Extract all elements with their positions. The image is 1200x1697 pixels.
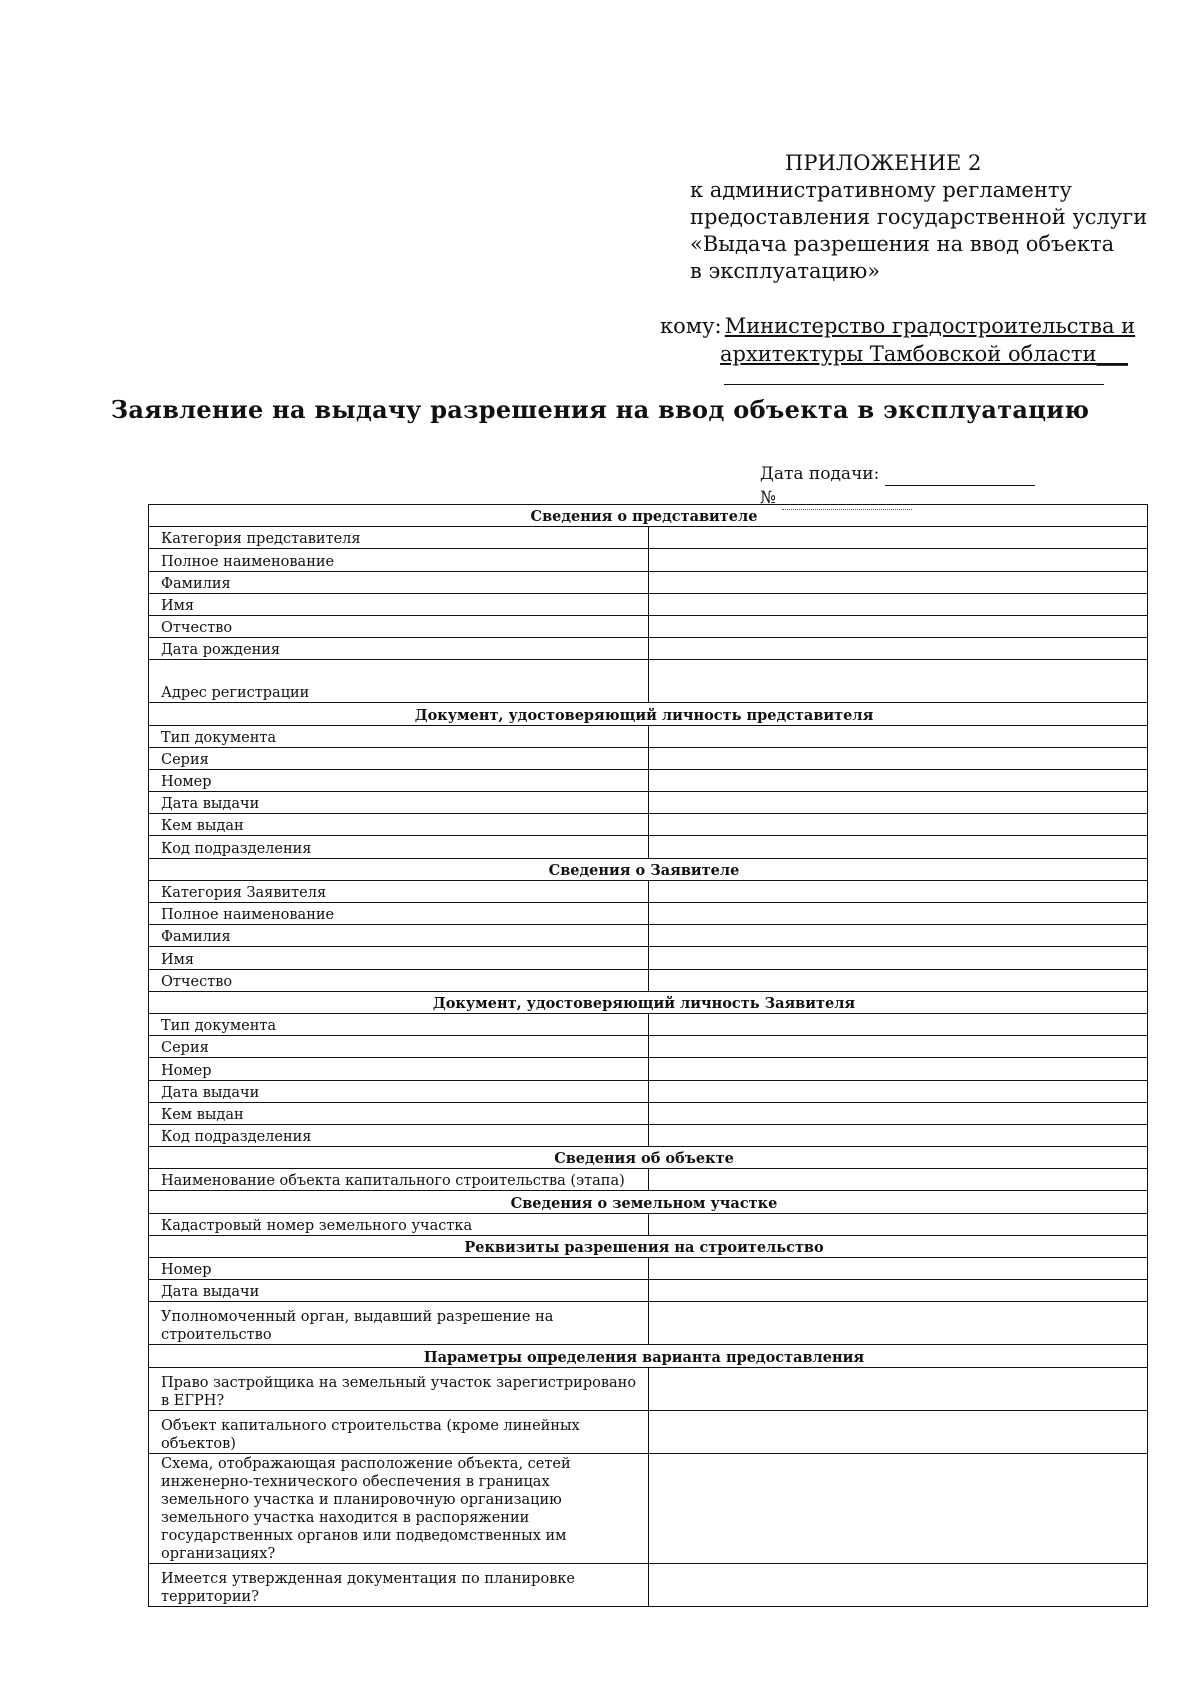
form-row xyxy=(149,660,1148,703)
form-row xyxy=(149,1302,1148,1345)
field-value[interactable] xyxy=(648,1124,1148,1146)
submission-date-field[interactable] xyxy=(885,467,1035,486)
field-label: Категория Заявителя xyxy=(149,880,649,902)
field-value[interactable] xyxy=(648,880,1148,902)
section-title: Сведения об объекте xyxy=(149,1147,1148,1169)
form-row xyxy=(149,1058,1148,1080)
section-title: Сведения о представителе xyxy=(149,505,1148,527)
field-value[interactable] xyxy=(648,1213,1148,1235)
field-label: Код подразделения xyxy=(149,836,649,858)
form-row xyxy=(149,947,1148,969)
appendix-line: предоставления государственной услуги xyxy=(690,205,1148,229)
form-row xyxy=(149,549,1148,571)
form-row xyxy=(149,925,1148,947)
field-label: Номер xyxy=(149,769,649,791)
field-value[interactable] xyxy=(648,769,1148,791)
field-value[interactable] xyxy=(648,814,1148,836)
field-value[interactable] xyxy=(648,1258,1148,1280)
field-label: Фамилия xyxy=(149,571,649,593)
field-value[interactable] xyxy=(648,638,1148,660)
form-row xyxy=(149,1080,1148,1102)
field-label: Кадастровый номер земельного участка xyxy=(149,1213,649,1235)
form-row xyxy=(149,1410,1148,1453)
field-label: Полное наименование xyxy=(149,549,649,571)
field-value[interactable] xyxy=(648,1563,1148,1606)
field-label: Дата выдачи xyxy=(149,1080,649,1102)
form-row xyxy=(149,725,1148,747)
field-label: Серия xyxy=(149,747,649,769)
field-value[interactable] xyxy=(648,1410,1148,1453)
form-row xyxy=(149,1367,1148,1410)
appendix-title: ПРИЛОЖЕНИЕ 2 xyxy=(785,151,982,175)
section-title: Документ, удостоверяющий личность представителя xyxy=(149,703,1148,725)
field-value[interactable] xyxy=(648,1169,1148,1191)
section-header-row xyxy=(149,703,1148,725)
form-row xyxy=(149,1280,1148,1302)
field-value[interactable] xyxy=(648,1036,1148,1058)
section-header-row xyxy=(149,1147,1148,1169)
recipient-line-1: Министерство градостроительства и xyxy=(724,314,1136,338)
field-label: Полное наименование xyxy=(149,903,649,925)
section-header-row xyxy=(149,858,1148,880)
field-value[interactable] xyxy=(648,725,1148,747)
field-label: Номер xyxy=(149,1058,649,1080)
form-row xyxy=(149,769,1148,791)
section-title: Реквизиты разрешения на строительство xyxy=(149,1235,1148,1257)
field-label: Код подразделения xyxy=(149,1124,649,1146)
form-row xyxy=(149,1013,1148,1035)
field-value[interactable] xyxy=(648,1013,1148,1035)
field-label: Право застройщика на земельный участок зарегистрировано в ЕГРН? xyxy=(149,1367,649,1410)
field-label: Уполномоченный орган, выдавший разрешение на строительство xyxy=(149,1302,649,1345)
form-row xyxy=(149,527,1148,549)
field-value[interactable] xyxy=(648,947,1148,969)
form-row xyxy=(149,880,1148,902)
field-label: Кем выдан xyxy=(149,814,649,836)
section-header-row xyxy=(149,1235,1148,1257)
form-row xyxy=(149,1124,1148,1146)
form-row xyxy=(149,814,1148,836)
field-value[interactable] xyxy=(648,925,1148,947)
field-value[interactable] xyxy=(648,1280,1148,1302)
field-value[interactable] xyxy=(648,836,1148,858)
recipient-block: кому: Министерство градостроительства и архитектуры Тамбовской области___ xyxy=(660,312,1140,368)
field-value[interactable] xyxy=(648,1080,1148,1102)
recipient-label: кому: xyxy=(660,314,722,338)
section-header-row xyxy=(149,505,1148,527)
field-label: Категория представителя xyxy=(149,527,649,549)
field-label: Имя xyxy=(149,593,649,615)
form-row xyxy=(149,747,1148,769)
appendix-line: «Выдача разрешения на ввод объекта xyxy=(690,232,1115,256)
field-label: Отчество xyxy=(149,615,649,637)
field-value[interactable] xyxy=(648,1102,1148,1124)
field-value[interactable] xyxy=(648,1058,1148,1080)
form-row xyxy=(149,792,1148,814)
field-label: Дата выдачи xyxy=(149,792,649,814)
field-value[interactable] xyxy=(648,549,1148,571)
field-value[interactable] xyxy=(648,571,1148,593)
section-title: Документ, удостоверяющий личность Заявителя xyxy=(149,991,1148,1013)
section-header-row xyxy=(149,1191,1148,1213)
recipient-blank-line xyxy=(724,384,1104,385)
form-row xyxy=(149,1213,1148,1235)
field-value[interactable] xyxy=(648,969,1148,991)
field-value[interactable] xyxy=(648,792,1148,814)
field-label: Объект капитального строительства (кроме линейных объектов) xyxy=(149,1410,649,1453)
form-row xyxy=(149,1102,1148,1124)
submission-block xyxy=(760,462,1035,510)
appendix-header xyxy=(690,150,1170,285)
section-header-row xyxy=(149,1345,1148,1367)
field-value[interactable] xyxy=(648,747,1148,769)
form-row xyxy=(149,836,1148,858)
appendix-line: в эксплуатацию» xyxy=(690,259,881,283)
field-value[interactable] xyxy=(648,615,1148,637)
field-value[interactable] xyxy=(648,593,1148,615)
field-value[interactable] xyxy=(648,660,1148,703)
form-row xyxy=(149,1036,1148,1058)
section-title: Параметры определения варианта предоставления xyxy=(149,1345,1148,1367)
field-label: Схема, отображающая расположение объекта, сетей инженерно-технического обеспечения в границах земельного участка и планировочную организацию земельного участка находится в распоряжении государственных органов или подведомственных им организациях? xyxy=(149,1453,649,1563)
form-row xyxy=(149,638,1148,660)
field-value[interactable] xyxy=(648,1453,1148,1563)
field-label: Фамилия xyxy=(149,925,649,947)
form-title: Заявление на выдачу разрешения на ввод объекта в эксплуатацию xyxy=(110,395,1090,424)
submission-date-label: Дата подачи: xyxy=(760,464,880,484)
field-value[interactable] xyxy=(648,903,1148,925)
section-title: Сведения о земельном участке xyxy=(149,1191,1148,1213)
section-header-row xyxy=(149,991,1148,1013)
form-row xyxy=(149,593,1148,615)
recipient-line-2: архитектуры Тамбовской области xyxy=(720,342,1097,366)
field-value[interactable] xyxy=(648,1302,1148,1345)
field-value[interactable] xyxy=(648,1367,1148,1410)
form-row xyxy=(149,615,1148,637)
field-value[interactable] xyxy=(648,527,1148,549)
form-row xyxy=(149,1258,1148,1280)
form-row xyxy=(149,1169,1148,1191)
form-row xyxy=(149,1453,1148,1563)
field-label: Кем выдан xyxy=(149,1102,649,1124)
field-label: Отчество xyxy=(149,969,649,991)
submission-number-label: № xyxy=(760,488,777,508)
field-label: Дата выдачи xyxy=(149,1280,649,1302)
field-label: Имя xyxy=(149,947,649,969)
field-label: Дата рождения xyxy=(149,638,649,660)
field-label: Тип документа xyxy=(149,1013,649,1035)
section-title: Сведения о Заявителе xyxy=(149,858,1148,880)
field-label: Серия xyxy=(149,1036,649,1058)
form-row xyxy=(149,571,1148,593)
form-row xyxy=(149,969,1148,991)
form-row xyxy=(149,903,1148,925)
appendix-line: к административному регламенту xyxy=(690,178,1072,202)
application-form-table xyxy=(148,504,1148,1607)
field-label: Наименование объекта капитального строительства (этапа) xyxy=(149,1169,649,1191)
field-label: Адрес регистрации xyxy=(149,660,649,703)
form-row xyxy=(149,1563,1148,1606)
field-label: Имеется утвержденная документация по планировке территории? xyxy=(149,1563,649,1606)
field-label: Номер xyxy=(149,1258,649,1280)
field-label: Тип документа xyxy=(149,725,649,747)
